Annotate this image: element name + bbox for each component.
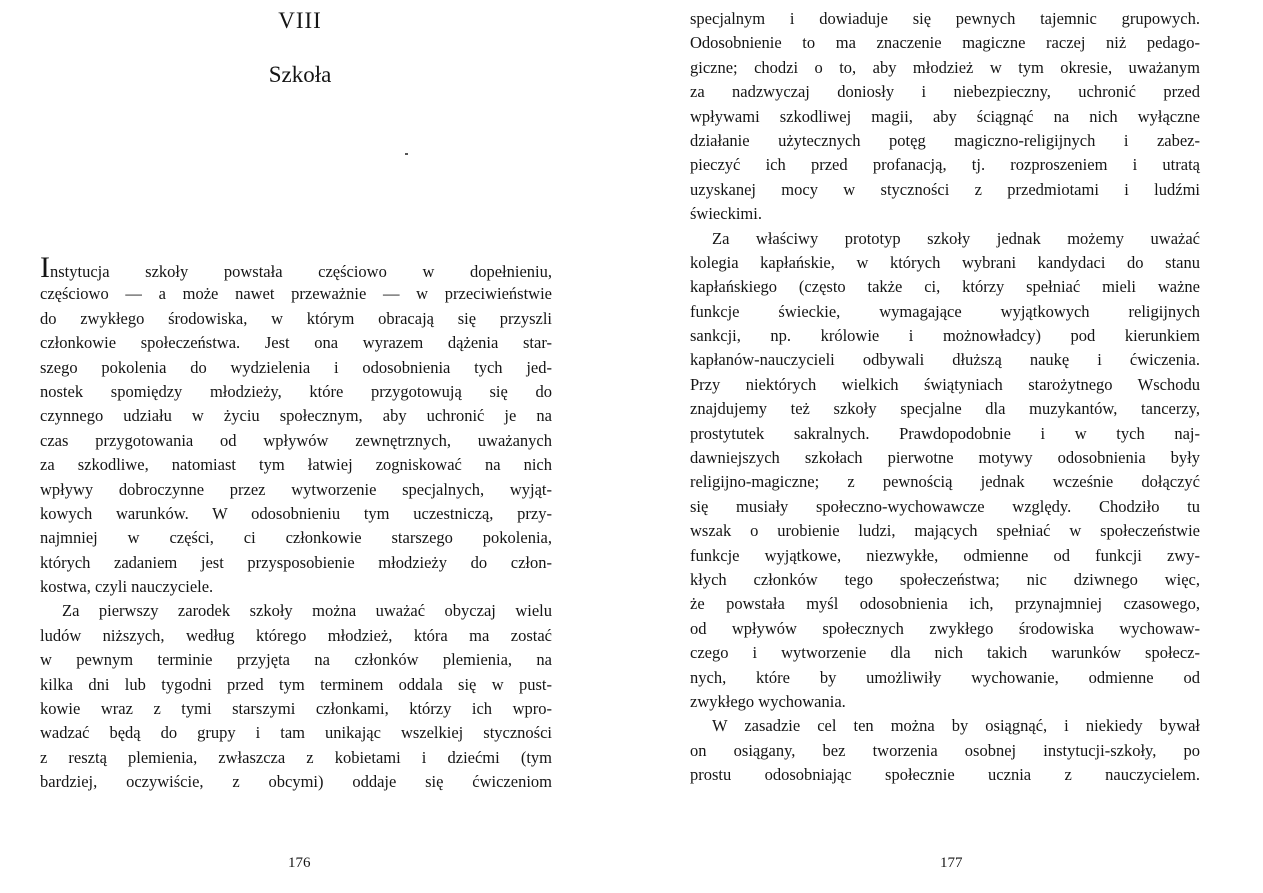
text-line — [690, 105, 1200, 129]
text-line — [40, 478, 552, 502]
text-line-content: giczne; chodzi o to, aby młodzież w tym okresie, uważanym — [690, 57, 1200, 77]
text-line — [40, 770, 552, 794]
text-line-content: w pewnym terminie przyjęta na członków plemienia, na — [40, 650, 552, 670]
text-line — [690, 80, 1200, 104]
text-line — [40, 502, 552, 526]
text-line-content: znajdujemy też szkoły specjalne dla muzykantów, tancerzy, — [690, 399, 1200, 419]
text-line-content: funkcje wyjątkowe, niezwykłe, odmienne od funkcji zwy- — [690, 545, 1200, 565]
text-line — [690, 690, 1200, 714]
text-line-content: z resztą plemienia, zwłaszcza z kobietami i dziećmi (tym — [40, 747, 552, 767]
text-line-content: za nadzwyczaj doniosły i niebezpieczny, uchronić przed — [690, 82, 1200, 102]
text-line-content: wszak o urobienie ludzi, mających spełniać w społeczeństwie — [690, 521, 1200, 541]
text-line-content: szego pokolenia do wydzielenia i odosobnienia tych jed- — [40, 357, 552, 377]
text-line-content: wpływy dobroczynne przez wytworzenie specjalnych, wyjąt- — [40, 479, 552, 499]
text-line — [690, 641, 1200, 665]
text-line-content: kowie wraz z tymi starszymi członkami, którzy ich wpro- — [40, 699, 552, 719]
text-line-content: bardziej, oczywiście, z obcymi) oddaje się ćwiczeniom — [40, 772, 552, 792]
text-line-content: czynnego udziału w życiu społecznym, aby uchronić je na — [40, 406, 552, 426]
text-line-content: kapłańskiego (często także ci, którzy spełniać mieli ważne — [690, 277, 1200, 297]
text-line — [690, 324, 1200, 348]
text-line-content: czego i wytworzenie dla nich takich warunków społecz- — [690, 643, 1200, 663]
text-line-content: kostwa, czyli nauczyciele. — [40, 577, 214, 597]
text-line-content: sankcji, np. królowie i możnowładcy) pod kierunkiem — [690, 326, 1200, 346]
text-line-content: od wpływów społecznych zwykłego środowiska wychowaw- — [690, 618, 1200, 638]
text-line-content: pieczyć ich przed profanacją, tj. rozproszeniem i utratą — [690, 155, 1200, 175]
text-line-content: że powstała myśl odosobnienia ich, przynajmniej czasowego, — [690, 594, 1200, 614]
text-line-content: kilka dni lub tygodni przed tym terminem oddala się w pust- — [40, 674, 552, 694]
left-page — [40, 0, 552, 893]
text-line — [690, 56, 1200, 80]
chapter-number: VIII — [278, 8, 322, 33]
text-line — [40, 697, 552, 721]
chapter-title: Szkoła — [268, 62, 332, 87]
text-line — [690, 617, 1200, 641]
text-line — [40, 453, 552, 477]
text-line — [690, 129, 1200, 153]
text-line — [690, 397, 1200, 421]
text-line-content: Za właściwy prototyp szkoły jednak możemy uważać — [712, 228, 1200, 248]
text-line-content: nstytucja szkoły powstała częściowo w dopełnieniu, — [50, 262, 552, 281]
text-line-content: wpływami szkodliwej magii, aby ściągnąć na nich wyłączne — [690, 106, 1200, 126]
text-line-content: on osiągany, bez tworzenia osobnej instytucji-szkoły, po — [690, 740, 1200, 760]
text-line-content: uzyskanej mocy w styczności z przedmiotami i ludźmi — [690, 179, 1200, 199]
text-line — [690, 495, 1200, 519]
right-page — [690, 0, 1200, 893]
text-line — [690, 763, 1200, 787]
text-line-content: W zasadzie cel ten można by osiągnąć, i niekiedy bywał — [712, 716, 1200, 736]
text-line — [690, 519, 1200, 543]
text-line — [690, 7, 1200, 31]
text-line — [40, 282, 552, 306]
text-line-content: funkcje świeckie, wymagające wyjątkowych religijnych — [690, 301, 1200, 321]
print-speck — [405, 153, 408, 155]
text-line — [690, 275, 1200, 299]
left-page-number: 176 — [288, 855, 311, 871]
text-line — [40, 526, 552, 550]
text-line — [40, 648, 552, 672]
right-page-body — [690, 7, 1200, 788]
text-line — [690, 714, 1200, 738]
text-line-content: których zadaniem jest przysposobienie młodzieży do człon- — [40, 552, 552, 572]
text-line — [40, 429, 552, 453]
text-line-content: Odosobnienie to ma znaczenie magiczne raczej niż pedago- — [690, 33, 1200, 53]
text-line-content: religijno-magiczne; z pewnością jednak wcześnie dołączyć — [690, 472, 1200, 492]
text-line — [40, 575, 552, 599]
text-line — [690, 31, 1200, 55]
text-line-content: zwykłego wychowania. — [690, 691, 846, 711]
text-line-content: kowych warunków. W odosobnieniu tym uczestniczą, przy- — [40, 503, 552, 523]
text-line — [690, 202, 1200, 226]
text-line-content: nych, które by umożliwiły wychowanie, odmienne od — [690, 667, 1200, 687]
text-line — [40, 380, 552, 404]
text-line — [690, 251, 1200, 275]
text-line-content: częściowo — a może nawet przeważnie — w przeciwieństwie — [40, 284, 552, 304]
text-line — [40, 404, 552, 428]
text-line-content: się musiały społeczno-wychowawcze względy. Chodziło tu — [690, 496, 1200, 516]
text-line — [690, 568, 1200, 592]
text-line — [40, 356, 552, 380]
text-line-content: prostytutek sakralnych. Prawdopodobnie i w tych naj- — [690, 423, 1200, 443]
text-line-content: działanie użytecznych potęg magiczno-religijnych i zabez- — [690, 130, 1200, 150]
drop-cap: I — [40, 251, 50, 284]
text-line-content: kolegia kapłańskie, w których wybrani kandydaci do stanu — [690, 252, 1200, 272]
text-line-content: najmniej w części, ci członkowie starszego pokolenia, — [40, 528, 552, 548]
text-line-content: do zwykłego środowiska, w którym obracają się przyszli — [40, 308, 552, 328]
text-line — [690, 300, 1200, 324]
text-line — [690, 739, 1200, 763]
text-line-content: Za pierwszy zarodek szkoły można uważać obyczaj wielu — [62, 601, 552, 621]
text-line — [690, 470, 1200, 494]
text-line — [40, 624, 552, 648]
text-line-content: nostek spomiędzy młodzieży, które przygotowują się do — [40, 381, 552, 401]
text-line — [40, 551, 552, 575]
text-line-content: ludów niższych, według którego młodzież, która ma zostać — [40, 625, 552, 645]
text-line — [690, 178, 1200, 202]
text-line — [40, 673, 552, 697]
text-line — [40, 331, 552, 355]
text-line-content: wadzać będą do grupy i tam unikając wszelkiej styczności — [40, 723, 552, 743]
text-line-content: kapłanów-nauczycieli odbywali dłuższą naukę i ćwiczenia. — [690, 350, 1200, 370]
text-line-content: za szkodliwe, natomiast tym łatwiej zogniskować na nich — [40, 455, 552, 475]
right-page-number: 177 — [940, 855, 963, 871]
text-line — [40, 599, 552, 623]
text-line-content: kłych członków tego społeczeństwa; nic dziwnego więc, — [690, 569, 1200, 589]
text-line — [690, 446, 1200, 470]
text-line — [690, 666, 1200, 690]
text-line — [690, 348, 1200, 372]
text-line-content: specjalnym i dowiaduje się pewnych tajemnic grupowych. — [690, 9, 1200, 28]
text-line-content: dawniejszych szkołach pierwotne motywy odosobnienia były — [690, 448, 1200, 468]
text-line — [40, 721, 552, 745]
text-line — [690, 153, 1200, 177]
left-page-body — [40, 251, 552, 795]
text-line — [690, 422, 1200, 446]
text-line — [40, 307, 552, 331]
text-line — [40, 251, 552, 284]
text-line-content: czas przygotowania od wpływów zewnętrznych, uważanych — [40, 430, 552, 450]
text-line — [690, 373, 1200, 397]
text-line — [690, 544, 1200, 568]
text-line-content: Przy niektórych wielkich świątyniach starożytnego Wschodu — [690, 374, 1200, 394]
text-line — [40, 746, 552, 770]
text-line-content: prostu odosobniając społecznie ucznia z nauczycielem. — [690, 765, 1200, 785]
text-line-content: świeckimi. — [690, 204, 762, 224]
text-line — [690, 592, 1200, 616]
text-line-content: członkowie społeczeństwa. Jest ona wyrazem dążenia star- — [40, 333, 552, 353]
text-line — [690, 227, 1200, 251]
